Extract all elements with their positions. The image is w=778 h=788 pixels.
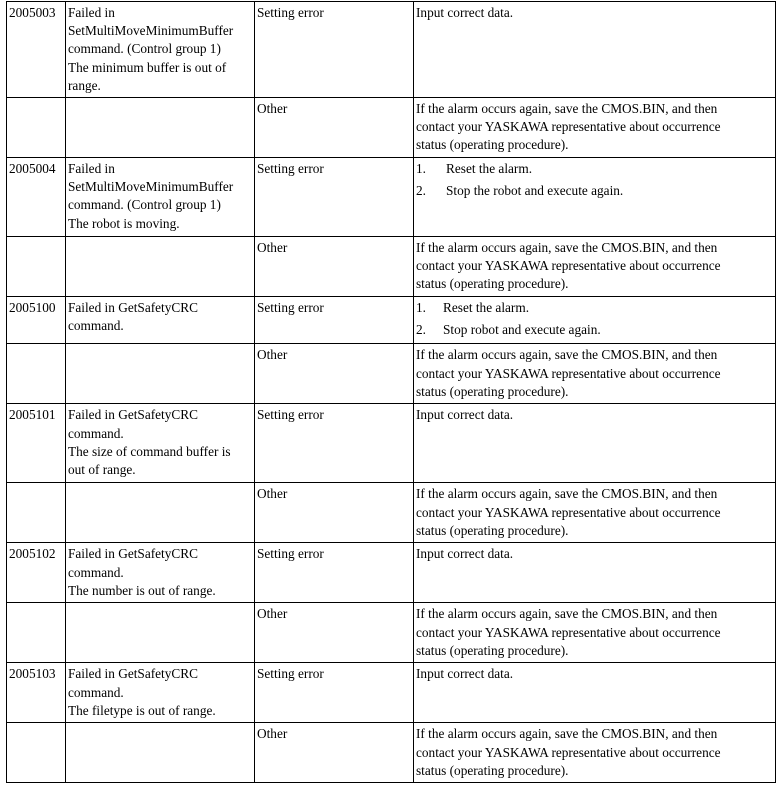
- step-text: Stop the robot and execute again.: [446, 183, 624, 199]
- message-line: The number is out of range.: [68, 582, 216, 598]
- list-item: [416, 299, 773, 317]
- remedy: [414, 344, 776, 404]
- alarm-message: [66, 543, 255, 603]
- remedy: Input correct data.: [414, 2, 776, 98]
- remedy: [414, 237, 776, 297]
- table-row: [7, 543, 776, 603]
- remedy: Input correct data.: [414, 543, 776, 603]
- step-number: 1.: [416, 300, 426, 315]
- alarm-code: 2005102: [7, 543, 66, 603]
- remedy: [414, 723, 776, 783]
- remedy-line: contact your YASKAWA representative about occurrence: [416, 365, 721, 381]
- alarm-table: [6, 1, 776, 783]
- empty-cell: [66, 344, 255, 404]
- remedy-line: status (operating procedure).: [416, 522, 569, 538]
- message-line: Failed in: [68, 161, 115, 176]
- cause: Other: [255, 237, 414, 297]
- message-line: command. (Control group 1): [68, 41, 221, 57]
- message-line: The robot is moving.: [68, 215, 180, 231]
- cause: Other: [255, 98, 414, 158]
- alarm-code: 2005003: [7, 2, 66, 98]
- alarm-code: 2005101: [7, 404, 66, 483]
- table-row: [7, 723, 776, 783]
- message-line: SetMultiMoveMinimumBuffer: [68, 179, 234, 195]
- remedy-line: contact your YASKAWA representative about occurrence: [416, 504, 721, 520]
- table-row: [7, 404, 776, 483]
- cause: Setting error: [255, 543, 414, 603]
- remedy-line: status (operating procedure).: [416, 276, 569, 292]
- message-line: Failed in GetSafetyCRC: [68, 300, 199, 315]
- message-line: range.: [68, 77, 101, 93]
- remedy-line: If the alarm occurs again, save the CMOS.BIN, and then: [416, 347, 718, 363]
- step-text: Reset the alarm.: [446, 161, 533, 176]
- step-number: 2.: [416, 322, 426, 338]
- empty-cell: [7, 723, 66, 783]
- table-row: [7, 663, 776, 723]
- message-line: Failed in GetSafetyCRC: [68, 666, 199, 682]
- message-line: SetMultiMoveMinimumBuffer: [68, 23, 234, 39]
- list-item: [416, 182, 773, 200]
- alarm-code: 2005004: [7, 158, 66, 237]
- list-item: [416, 160, 773, 178]
- step-text: Stop robot and execute again.: [443, 322, 601, 338]
- remedy: [414, 483, 776, 543]
- message-line: command.: [68, 564, 124, 580]
- message-line: command.: [68, 684, 124, 700]
- alarm-message: [66, 158, 255, 237]
- remedy-line: status (operating procedure).: [416, 762, 569, 778]
- remedy-line: contact your YASKAWA representative about occurrence: [416, 744, 721, 760]
- remedy-steps: [416, 160, 773, 200]
- remedy-line: status (operating procedure).: [416, 137, 569, 153]
- empty-cell: [66, 483, 255, 543]
- empty-cell: [66, 723, 255, 783]
- empty-cell: [7, 237, 66, 297]
- table-row: [7, 158, 776, 237]
- alarm-message: [66, 404, 255, 483]
- alarm-message: [66, 663, 255, 723]
- cause: Setting error: [255, 663, 414, 723]
- cause: Other: [255, 483, 414, 543]
- message-line: command. (Control group 1): [68, 197, 221, 213]
- step-number: 2.: [416, 183, 426, 199]
- remedy-line: If the alarm occurs again, save the CMOS.BIN, and then: [416, 240, 718, 255]
- remedy-line: If the alarm occurs again, save the CMOS.BIN, and then: [416, 726, 718, 742]
- list-item: [416, 321, 773, 339]
- table-row: [7, 603, 776, 663]
- table-row: [7, 297, 776, 344]
- cause: Other: [255, 344, 414, 404]
- message-line: The size of command buffer is: [68, 443, 231, 459]
- alarm-message: [66, 2, 255, 98]
- message-line: Failed in GetSafetyCRC: [68, 546, 199, 562]
- remedy-line: If the alarm occurs again, save the CMOS.BIN, and then: [416, 606, 718, 622]
- remedy: [414, 297, 776, 344]
- remedy-line: contact your YASKAWA representative about occurrence: [416, 258, 721, 274]
- alarm-code: 2005103: [7, 663, 66, 723]
- cause: Other: [255, 723, 414, 783]
- table-row: [7, 344, 776, 404]
- cause: Other: [255, 603, 414, 663]
- step-text: Reset the alarm.: [443, 300, 530, 315]
- cause: Setting error: [255, 158, 414, 237]
- message-line: The filetype is out of range.: [68, 702, 216, 718]
- table-row: [7, 98, 776, 158]
- remedy: [414, 603, 776, 663]
- remedy: Input correct data.: [414, 663, 776, 723]
- message-line: command.: [68, 318, 124, 334]
- table-row: [7, 483, 776, 543]
- remedy-line: If the alarm occurs again, save the CMOS.BIN, and then: [416, 486, 718, 502]
- cause: Setting error: [255, 2, 414, 98]
- remedy: [414, 98, 776, 158]
- remedy-line: status (operating procedure).: [416, 642, 569, 658]
- empty-cell: [66, 237, 255, 297]
- message-line: The minimum buffer is out of: [68, 59, 227, 75]
- message-line: command.: [68, 425, 124, 441]
- empty-cell: [7, 344, 66, 404]
- remedy: Input correct data.: [414, 404, 776, 483]
- cause: Setting error: [255, 297, 414, 344]
- message-line: out of range.: [68, 462, 136, 478]
- remedy-line: contact your YASKAWA representative about occurrence: [416, 119, 721, 135]
- cause: Setting error: [255, 404, 414, 483]
- empty-cell: [7, 603, 66, 663]
- remedy-steps: [416, 299, 773, 339]
- remedy: [414, 158, 776, 237]
- empty-cell: [66, 603, 255, 663]
- step-number: 1.: [416, 161, 426, 176]
- empty-cell: [7, 98, 66, 158]
- empty-cell: [66, 98, 255, 158]
- table-row: [7, 2, 776, 98]
- empty-cell: [7, 483, 66, 543]
- remedy-line: If the alarm occurs again, save the CMOS.BIN, and then: [416, 101, 718, 116]
- message-line: Failed in GetSafetyCRC: [68, 407, 199, 423]
- alarm-message: [66, 297, 255, 344]
- remedy-line: contact your YASKAWA representative about occurrence: [416, 624, 721, 640]
- message-line: Failed in: [68, 5, 115, 20]
- remedy-line: status (operating procedure).: [416, 383, 569, 399]
- alarm-code: 2005100: [7, 297, 66, 344]
- table-row: [7, 237, 776, 297]
